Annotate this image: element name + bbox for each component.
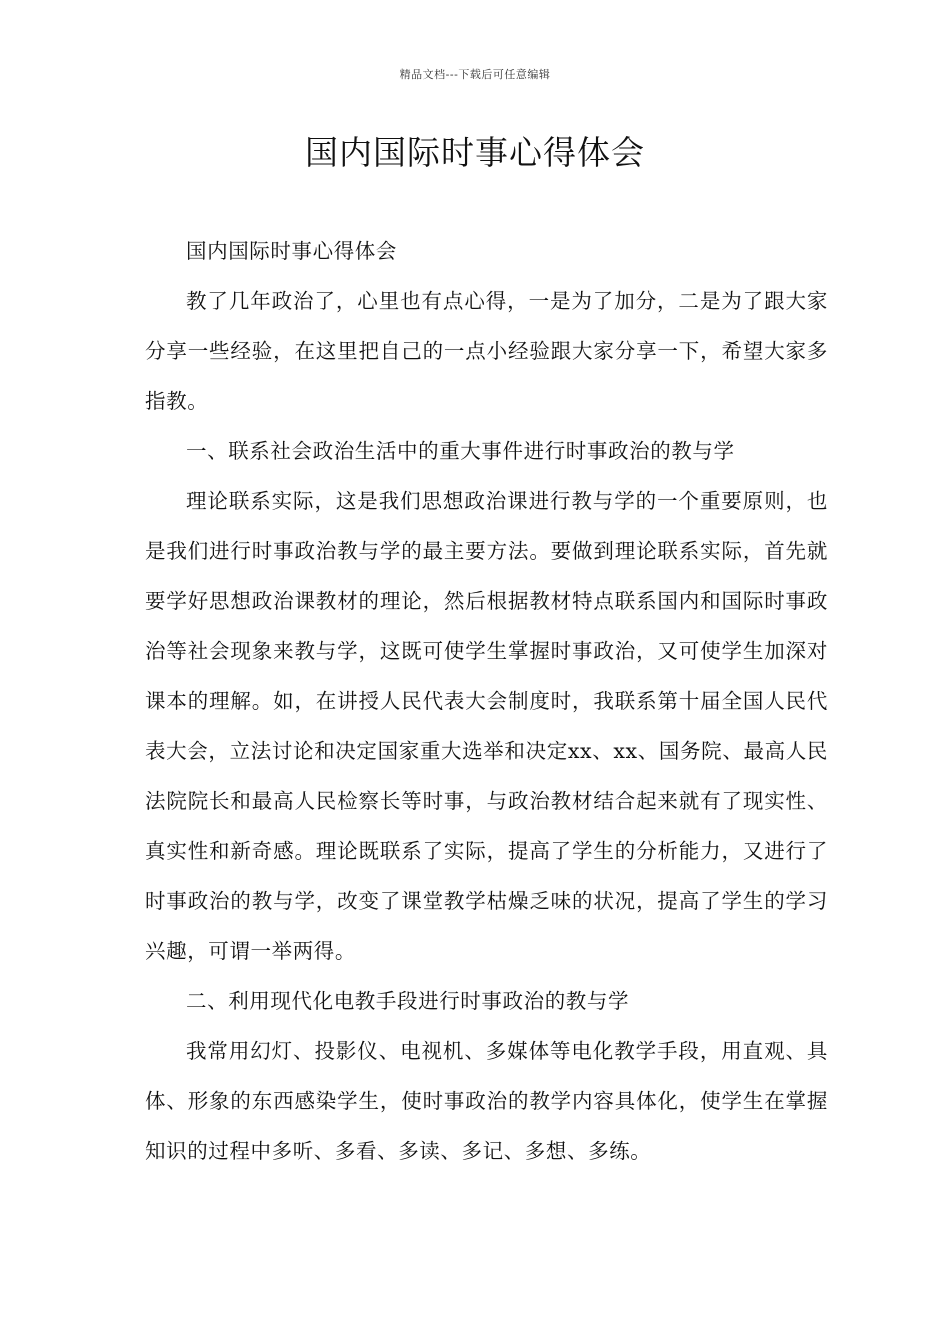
paragraph-subtitle: 国内国际时事心得体会 [186,239,397,263]
section-heading-1: 一、联系社会政治生活中的重大事件进行时事政治的教与学 [186,439,735,463]
paragraph-section-1: 理论联系实际，这是我们思想政治课进行教与学的一个重要原则，也是我们进行时事政治教与学的最主要方法。要做到理论联系实际，首先就要学好思想政治课教材的理论，然后根据教材特点联系国内和国际时事政治等社会现象来教与学，这既可使学生掌握时事政治，又可使学生加深对课本的理解。如，在讲授人民代表大会制度时，我联系第十届全国人民代表大会，立法讨论和决定国家重大选举和决定xx、xx、国务院、最高人民法院院长和最高人民检察长等时事，与政治教材结合起来就有了现实性、真实性和新奇感。理论既联系了实际，提高了学生的分析能力，又进行了时事政治的教与学，改变了课堂教学枯燥乏味的状况，提高了学生的学习兴趣，可谓一举两得。 [145,489,828,963]
document-body [145,226,828,1176]
paragraph-intro: 教了几年政治了，心里也有点心得，一是为了加分，二是为了跟大家分享一些经验，在这里把自己的一点小经验跟大家分享一下，希望大家多指教。 [145,289,828,413]
paragraph-section-2: 我常用幻灯、投影仪、电视机、多媒体等电化教学手段，用直观、具体、形象的东西感染学生，使时事政治的教学内容具体化，使学生在掌握知识的过程中多听、多看、多读、多记、多想、多练。 [145,1039,828,1163]
section-heading-2: 二、利用现代化电教手段进行时事政治的教与学 [186,989,630,1013]
document-title: 国内国际时事心得体会 [305,133,645,172]
header-note: 精品文档---下载后可任意编辑 [399,68,551,81]
